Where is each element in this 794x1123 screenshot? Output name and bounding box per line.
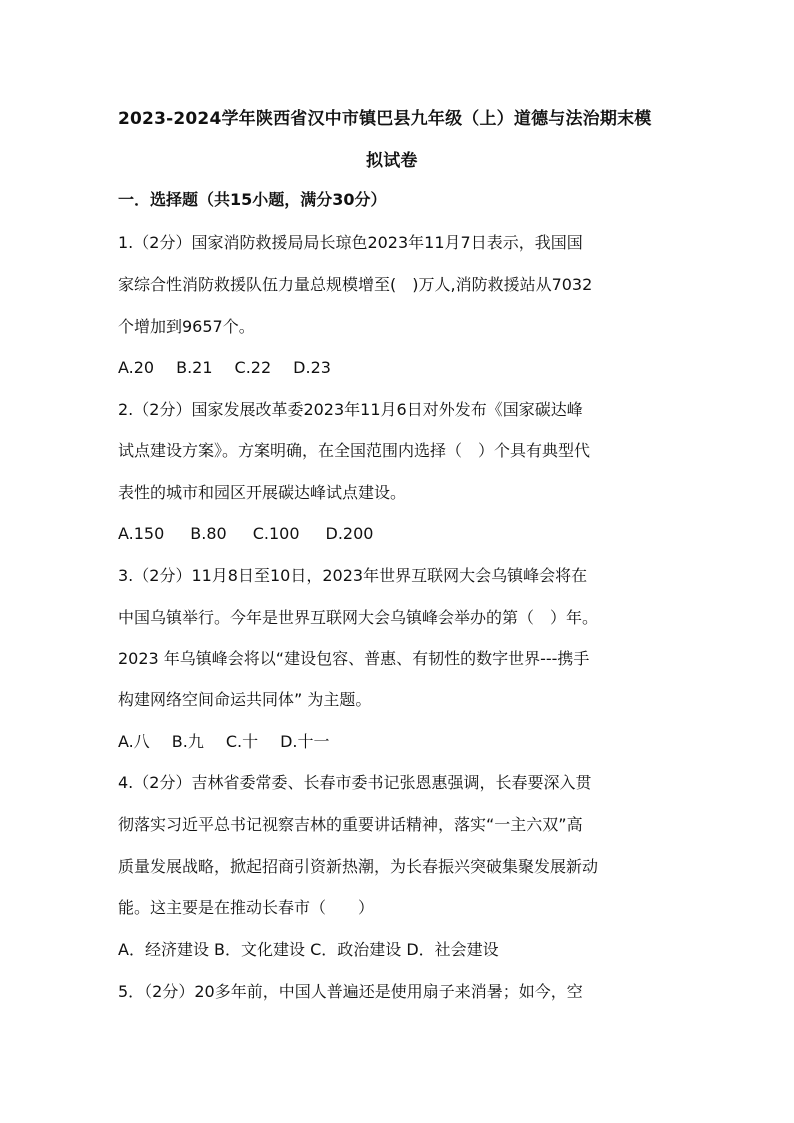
question-4-line-3: 质量发展战略，掀起招商引资新热潮，为长春振兴突破集聚发展新动 [118,857,599,876]
option-c: C.100 [252,524,300,543]
question-1-line-2: 家综合性消防救援队伍力量总规模增至( )万人,消防救援站从7032 [118,275,593,294]
question-3-line-1: 3.（2分）11月8日至10日，2023年世界互联网大会乌镇峰会将在 [118,566,588,585]
section-heading: 一．选择题（共15小题，满分30分） [118,190,387,209]
question-5-line-1: 5．（2分）20多年前，中国人普遍还是使用扇子来消暑；如今，空 [118,982,583,1001]
option-b: B.80 [190,524,227,543]
option-d: D.200 [325,524,374,543]
option-d: D.十一 [280,732,330,751]
document-title-line-2: 拟试卷 [366,151,418,171]
question-1-line-1: 1.（2分）国家消防救援局局长琼色2023年11月7日表示，我国国 [118,233,583,252]
option-c: C.22 [234,358,272,377]
option-c: C.十 [225,732,259,751]
question-4-options: A．经济建设 B．文化建设 C．政治建设 D．社会建设 [118,940,499,959]
option-d: D.23 [293,358,331,377]
question-1-options [118,358,331,378]
question-1-line-3: 个增加到9657个。 [118,317,255,336]
question-2-line-3: 表性的城市和园区开展碳达峰试点建设。 [118,483,407,502]
question-4-line-1: 4.（2分）吉林省委常委、长春市委书记张恩惠强调，长春要深入贯 [118,773,592,792]
option-b: B.21 [176,358,213,377]
option-b: B.九 [171,732,204,751]
question-3-line-2: 中国乌镇举行。今年是世界互联网大会乌镇峰会举办的第（ ）年。 [118,608,599,627]
question-2-line-1: 2.（2分）国家发展改革委2023年11月6日对外发布《国家碳达峰 [118,400,583,419]
option-a: A.20 [118,358,155,377]
question-3-options [118,732,330,752]
question-4-line-2: 彻落实习近平总书记视察吉林的重要讲话精神，落实“一主六双”高 [118,815,583,834]
document-title-line-1: 2023-2024学年陕西省汉中市镇巴县九年级（上）道德与法治期末模 [118,109,652,129]
question-3-line-3: 2023 年乌镇峰会将以“建设包容、普惠、有韧性的数字世界---携手 [118,649,590,668]
question-4-line-4: 能。这主要是在推动长春市（ ） [118,898,375,917]
option-a: A.150 [118,524,165,543]
question-2-line-2: 试点建设方案》。方案明确，在全国范围内选择（ ）个具有典型代 [118,441,591,460]
question-2-options [118,524,373,544]
option-a: A.八 [118,732,150,751]
question-3-line-4: 构建网络空间命运共同体” 为主题。 [118,690,372,709]
